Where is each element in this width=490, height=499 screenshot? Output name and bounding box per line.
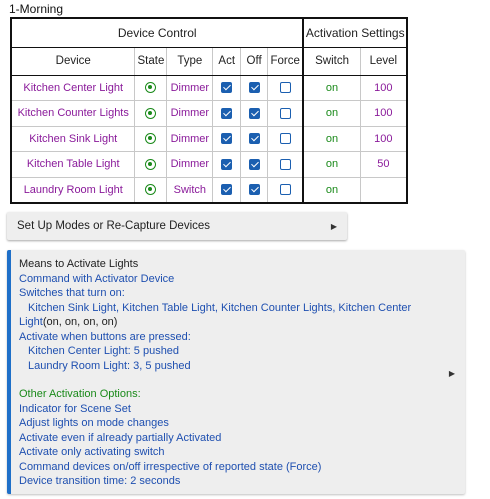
switches-list-cont: Light xyxy=(19,316,43,328)
off-checkbox[interactable] xyxy=(249,184,260,195)
device-name-link[interactable]: Laundry Room Light xyxy=(11,177,135,203)
command-line: Command with Activator Device xyxy=(19,272,175,285)
table-row xyxy=(11,177,407,203)
option-item: Command devices on/off irrespective of reported state (Force) xyxy=(19,460,322,473)
col-switch: Switch xyxy=(303,47,360,75)
act-cell[interactable] xyxy=(213,152,241,178)
page-title: 1-Morning xyxy=(9,2,64,16)
table-row xyxy=(11,152,407,178)
triangle-right-icon: ▶ xyxy=(448,369,455,378)
off-checkbox[interactable] xyxy=(249,108,260,119)
level-setting[interactable]: 50 xyxy=(360,152,407,178)
device-type[interactable]: Dimmer xyxy=(167,75,213,101)
option-item: Activate only activating switch xyxy=(19,446,165,458)
activation-panel[interactable] xyxy=(7,250,465,494)
state-cell[interactable] xyxy=(135,75,167,101)
table-row xyxy=(11,126,407,152)
force-checkbox[interactable] xyxy=(280,184,291,195)
buttons-label: Activate when buttons are pressed: xyxy=(19,330,191,343)
switch-setting[interactable]: on xyxy=(303,126,360,152)
device-type[interactable]: Dimmer xyxy=(167,152,213,178)
act-checkbox[interactable] xyxy=(221,159,232,170)
act-checkbox[interactable] xyxy=(221,184,232,195)
table-row xyxy=(11,75,407,101)
means-heading: Means to Activate Lights xyxy=(19,258,139,270)
col-device: Device xyxy=(11,47,135,75)
off-cell[interactable] xyxy=(241,152,268,178)
off-cell[interactable] xyxy=(241,75,268,101)
state-cell[interactable] xyxy=(135,152,167,178)
device-type[interactable]: Switch xyxy=(167,177,213,203)
force-cell[interactable] xyxy=(268,101,304,127)
device-type[interactable]: Dimmer xyxy=(167,126,213,152)
option-item: Device transition time: 2 seconds xyxy=(19,475,181,487)
act-cell[interactable] xyxy=(213,75,241,101)
button-trigger-1: Kitchen Center Light: 5 pushed xyxy=(28,345,180,357)
off-cell[interactable] xyxy=(241,126,268,152)
state-cell[interactable] xyxy=(135,101,167,127)
off-cell[interactable] xyxy=(241,101,268,127)
col-level: Level xyxy=(360,47,407,75)
activation-settings-header: Activation Settings xyxy=(303,18,407,47)
state-radio-icon[interactable] xyxy=(145,184,156,195)
act-cell[interactable] xyxy=(213,101,241,127)
state-cell[interactable] xyxy=(135,126,167,152)
device-name-link[interactable]: Kitchen Sink Light xyxy=(11,126,135,152)
force-checkbox[interactable] xyxy=(280,159,291,170)
state-radio-icon[interactable] xyxy=(145,133,156,144)
state-radio-icon[interactable] xyxy=(145,159,156,170)
switch-setting[interactable]: on xyxy=(303,177,360,203)
state-radio-icon[interactable] xyxy=(145,82,156,93)
off-checkbox[interactable] xyxy=(249,82,260,93)
act-cell[interactable] xyxy=(213,126,241,152)
force-cell[interactable] xyxy=(268,152,304,178)
triangle-right-icon: ▶ xyxy=(330,222,337,231)
level-setting[interactable]: 100 xyxy=(360,126,407,152)
option-item: Activate even if already partially Activated xyxy=(19,431,222,444)
col-type: Type xyxy=(167,47,213,75)
off-checkbox[interactable] xyxy=(249,159,260,170)
state-radio-icon[interactable] xyxy=(145,108,156,119)
other-options-heading: Other Activation Options: xyxy=(19,388,141,400)
switch-setting[interactable]: on xyxy=(303,152,360,178)
off-cell[interactable] xyxy=(241,177,268,203)
act-checkbox[interactable] xyxy=(221,133,232,144)
col-act: Act xyxy=(213,47,241,75)
act-cell[interactable] xyxy=(213,177,241,203)
state-cell[interactable] xyxy=(135,177,167,203)
force-checkbox[interactable] xyxy=(280,108,291,119)
level-setting[interactable]: 100 xyxy=(360,75,407,101)
level-setting[interactable]: 100 xyxy=(360,101,407,127)
col-off: Off xyxy=(241,47,268,75)
force-cell[interactable] xyxy=(268,126,304,152)
device-name-link[interactable]: Kitchen Table Light xyxy=(11,152,135,178)
button-trigger-2: Laundry Room Light: 3, 5 pushed xyxy=(28,359,191,372)
device-table xyxy=(10,17,408,204)
switch-setting[interactable]: on xyxy=(303,101,360,127)
option-item: Indicator for Scene Set xyxy=(19,402,131,415)
switches-label: Switches that turn on: xyxy=(19,287,125,299)
col-force: Force xyxy=(268,47,304,75)
device-type[interactable]: Dimmer xyxy=(167,101,213,127)
force-cell[interactable] xyxy=(268,75,304,101)
level-setting[interactable] xyxy=(360,177,407,203)
switches-list: Kitchen Sink Light, Kitchen Table Light, Kitchen Counter Lights, Kitchen Center xyxy=(28,301,412,314)
force-checkbox[interactable] xyxy=(280,82,291,93)
switches-states: (on, on, on, on) xyxy=(42,316,118,328)
off-checkbox[interactable] xyxy=(249,133,260,144)
col-state: State xyxy=(135,47,167,75)
force-checkbox[interactable] xyxy=(280,133,291,144)
force-cell[interactable] xyxy=(268,177,304,203)
act-checkbox[interactable] xyxy=(221,108,232,119)
device-name-link[interactable]: Kitchen Counter Lights xyxy=(11,101,135,127)
setup-modes-button[interactable] xyxy=(7,212,347,240)
device-name-link[interactable]: Kitchen Center Light xyxy=(11,75,135,101)
table-row xyxy=(11,101,407,127)
switch-setting[interactable]: on xyxy=(303,75,360,101)
device-control-header: Device Control xyxy=(11,18,303,47)
setup-modes-label: Set Up Modes or Re-Capture Devices xyxy=(17,220,211,232)
option-item: Adjust lights on mode changes xyxy=(19,417,169,429)
act-checkbox[interactable] xyxy=(221,82,232,93)
